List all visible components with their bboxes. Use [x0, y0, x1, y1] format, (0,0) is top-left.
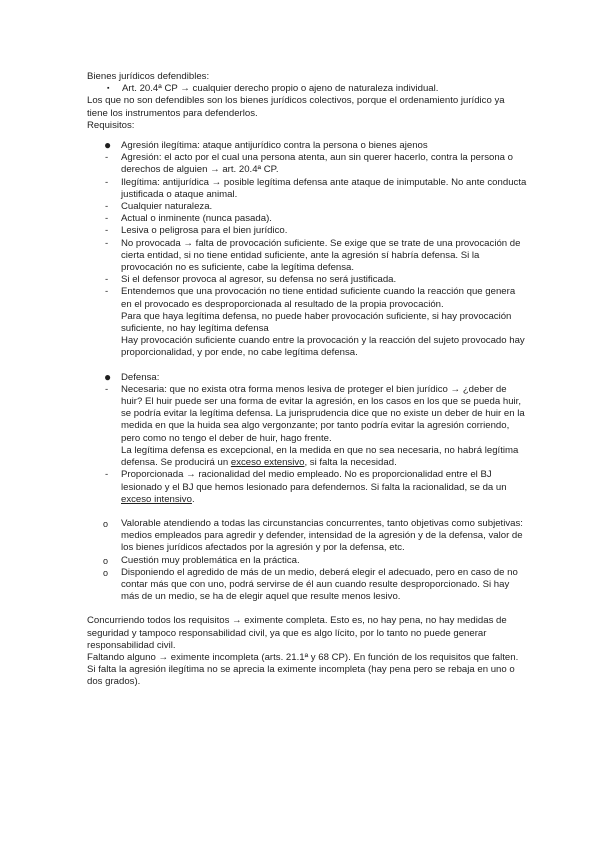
- paragraph-no-defendibles: Los que no son defendibles son los bienes jurídicos colectivos, porque el ordenamiento jurídico ya tiene los instrumentos para defenderlos.: [87, 95, 505, 119]
- list-item-text: Agresión: el acto por el cual una persona atenta, aun sin querer hacerlo, contra la persona o derechos de alguien → art. 20.4ª CP.: [121, 152, 513, 176]
- list-item-continuation: [87, 445, 527, 469]
- dash-bullet-icon: -: [105, 213, 109, 225]
- list-item: [87, 201, 527, 213]
- list-item: [87, 152, 527, 176]
- list-item-text-end: .: [191, 493, 195, 505]
- list-item: [87, 238, 527, 275]
- circle-bullet-icon: o: [103, 518, 109, 529]
- list-item-text: Lesiva o peligrosa para el bien jurídico.: [121, 225, 288, 237]
- list-item: [87, 384, 527, 445]
- list-item: [87, 213, 527, 225]
- list-item: [87, 286, 527, 310]
- dot-bullet-icon: ●: [104, 369, 112, 384]
- underlined-term: exceso intensivo: [121, 493, 192, 505]
- section-title: Agresión ilegítima: [121, 140, 198, 152]
- dash-bullet-icon: -: [105, 286, 109, 298]
- list-item: [87, 274, 527, 286]
- dash-bullet-icon: -: [105, 237, 109, 249]
- dash-bullet-icon: -: [105, 152, 109, 164]
- section-title: Defensa:: [121, 371, 160, 383]
- sub-list-item-text: Valorable atendiendo a todas las circunstancias concurrentes, tanto objetivas como subjetivas: medios empleados para agredir y defender, intensidad de la agresión y de la defensa, valor de los bienes jurídicos afectados por la agresión y por la defensa, etc.: [121, 517, 523, 554]
- list-item-continuation: [87, 311, 527, 335]
- list-item-text: Cualquier naturaleza.: [121, 201, 213, 213]
- list-item: [87, 177, 527, 201]
- bullet-art-20: [87, 83, 527, 95]
- list-item-text: Entendemos que una provocación no tiene entidad suficiente cuando la reacción que genera en el provocado es desproporcionada al resultado de la propia provocación.: [121, 286, 516, 310]
- sub-list-item-text: Disponiendo el agredido de más de un medio, deberá elegir el adecuado, pero en caso de no contar más que con uno, podrá servirse de él aun cuando resulte desproporcionado. Si hay más de un medio, se ha de elegir aquel que resulte menos lesivo.: [121, 566, 518, 603]
- section-defensa: [87, 369, 527, 384]
- continuation-text-end: , si falta la necesidad.: [304, 457, 397, 469]
- square-bullet-icon: ▪: [107, 85, 110, 93]
- paragraph-eximente-incompleta: Faltando alguno → eximente incompleta (arts. 21.1ª y 68 CP). En función de los requisitos que falten. Si falta la agresión ilegítima no se aprecia la eximente incompleta (hay pena pero se rebaja en uno o dos grados).: [87, 651, 519, 688]
- list-item-continuation: [87, 335, 527, 359]
- dash-bullet-icon: -: [105, 225, 109, 237]
- sub-list-item-text: Cuestión muy problemática en la práctica.: [121, 554, 300, 566]
- list-item-text: Actual o inminente (nunca pasada).: [121, 213, 272, 225]
- continuation-text: Hay provocación suficiente cuando entre la provocación y la reacción del sujeto provocado hay proporcionalidad, y por ende, no cabe legítima defensa.: [121, 335, 525, 359]
- continuation-text: La legítima defensa es excepcional, en la medida en que no sea necesaria, no habrá legítima defensa. Se producirá un: [121, 444, 519, 469]
- dot-bullet-icon: ●: [104, 138, 112, 153]
- list-item-text: Si el defensor provoca al agresor, su defensa no será justificada.: [121, 274, 397, 286]
- continuation-text: Para que haya legítima defensa, no puede haber provocación suficiente, si hay provocación suficiente, no hay legítima defensa: [121, 310, 512, 335]
- list-item-text: Necesaria: que no exista otra forma menos lesiva de proteger el bien jurídico → ¿deber de huir? El huir puede ser una forma de evitar la agresión, en los casos en los que se pueda huir, se podría evitar la legítima defensa. La jurisprudencia dice que no existe un deber de huir en la medida en que la huida sea algo vergonzante; por tanto podría evitar la agresión corriendo, pero como no tengo el deber de huir, hago frente.: [121, 383, 525, 444]
- sub-list-item: [87, 555, 527, 567]
- list-item: [87, 225, 527, 237]
- sub-list-item: [87, 518, 527, 555]
- dash-bullet-icon: -: [105, 383, 109, 395]
- heading-bienes-juridicos: Bienes jurídicos defendibles:: [87, 71, 210, 82]
- dash-bullet-icon: -: [105, 469, 109, 481]
- bullet-art-text: Art. 20.4ª CP → cualquier derecho propio o ajeno de naturaleza individual.: [122, 83, 439, 95]
- document-page: [87, 71, 527, 689]
- list-item-text: Proporcionada → racionalidad del medio empleado. No es proporcionalidad entre el BJ lesionado y el BJ que hemos lesionado para defendernos. Si falta la racionalidad, se da un: [121, 469, 507, 493]
- circle-bullet-icon: o: [103, 555, 109, 566]
- paragraph-eximente-completa: Concurriendo todos los requisitos → eximente completa. Esto es, no hay pena, no hay medidas de seguridad y tampoco responsabilidad civil, ya que es algo lícito, por lo tanto no puede generar responsabilidad civil.: [87, 615, 507, 651]
- dash-bullet-icon: -: [105, 274, 109, 286]
- section-description: : ataque antijurídico contra la persona o bienes ajenos: [197, 140, 428, 152]
- circle-bullet-icon: o: [103, 567, 109, 578]
- list-item: [87, 469, 527, 506]
- underlined-term: exceso extensivo: [230, 457, 305, 469]
- sub-list-item: [87, 567, 527, 604]
- list-item-text: Ilegítima: antijurídica → posible legítima defensa ante ataque de inimputable. No ante conducta justificada o ataque animal.: [121, 176, 527, 200]
- list-item-text: No provocada → falta de provocación suficiente. Se exige que se trate de una provocación de cierta entidad, si no tiene entidad suficiente, ante la agresión sí habría defensa. Si la provocación no es suficiente, cabe la legítima defensa.: [121, 237, 521, 274]
- section-agresion-ilegitima: [87, 140, 527, 152]
- dash-bullet-icon: -: [105, 201, 109, 213]
- heading-requisitos: Requisitos:: [87, 119, 135, 131]
- dash-bullet-icon: -: [105, 176, 109, 188]
